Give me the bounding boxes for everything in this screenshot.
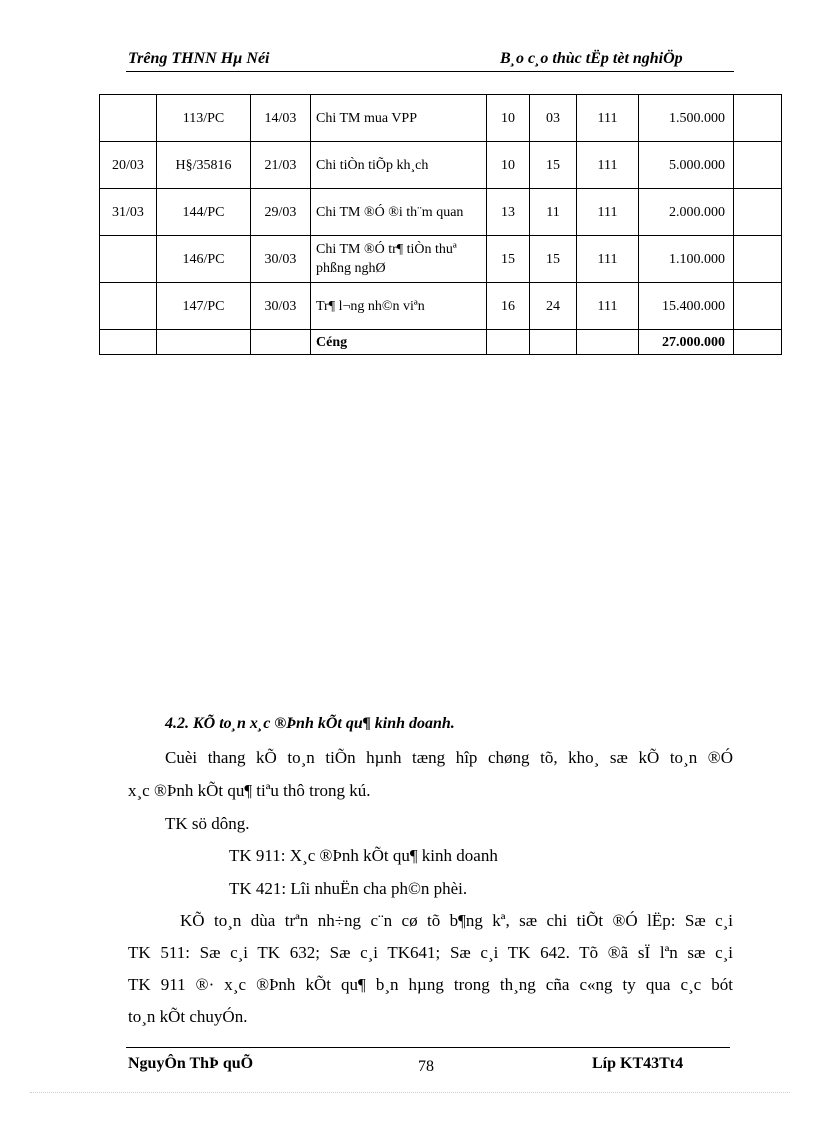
paragraph-line: Cuèi thang kÕ to¸n tiÕn hµnh tæng hîp chøng tõ, kho¸ sæ kÕ to¸n ®Ó bbox=[165, 748, 733, 767]
cell-amount: 1.500.000 bbox=[639, 95, 734, 142]
cell-doc-date: 14/03 bbox=[251, 95, 311, 142]
account-tk911: TK 911: X¸c ®Þnh kÕt qu¶ kinh doanh bbox=[229, 846, 498, 865]
cell-c1: 16 bbox=[487, 283, 530, 330]
cell-acct: 111 bbox=[577, 95, 639, 142]
cell-doc: H§/35816 bbox=[157, 142, 251, 189]
cell-amount: 2.000.000 bbox=[639, 189, 734, 236]
cell-last bbox=[734, 95, 782, 142]
paragraph-line: TK 911 ®· x¸c ®Þnh kÕt qu¶ b¸n hµng trong th¸ng cña c«ng ty qua c¸c bót bbox=[128, 975, 733, 994]
cell-c2: 24 bbox=[530, 283, 577, 330]
paragraph-line: x¸c ®Þnh kÕt qu¶ tiªu thô trong kú. bbox=[128, 781, 371, 800]
table-row bbox=[100, 189, 782, 236]
footer-author: NguyÔn ThÞ quÕ bbox=[128, 1055, 254, 1072]
cell-acct: 111 bbox=[577, 142, 639, 189]
cell-doc-date: 29/03 bbox=[251, 189, 311, 236]
cell-desc: Tr¶ l¬ng nh©n viªn bbox=[311, 283, 487, 330]
cell-empty bbox=[487, 330, 530, 355]
cell-empty bbox=[577, 330, 639, 355]
cell-acct: 111 bbox=[577, 283, 639, 330]
cell-amount: 1.100.000 bbox=[639, 236, 734, 283]
cell-acct: 111 bbox=[577, 236, 639, 283]
table-row bbox=[100, 236, 782, 283]
table-row bbox=[100, 142, 782, 189]
cell-empty bbox=[251, 330, 311, 355]
paragraph-line: to¸n kÕt chuyÓn. bbox=[128, 1007, 248, 1026]
table-row bbox=[100, 283, 782, 330]
ledger-table bbox=[99, 94, 782, 355]
cell-doc: 113/PC bbox=[157, 95, 251, 142]
cell-empty bbox=[100, 330, 157, 355]
cell-c1: 15 bbox=[487, 236, 530, 283]
cell-doc-date: 30/03 bbox=[251, 236, 311, 283]
cell-date bbox=[100, 236, 157, 283]
cell-amount: 5.000.000 bbox=[639, 142, 734, 189]
total-row bbox=[100, 330, 782, 355]
cell-empty bbox=[530, 330, 577, 355]
cell-desc: Chi TM ®Ó ®i th¨m quan bbox=[311, 189, 487, 236]
cell-c1: 10 bbox=[487, 95, 530, 142]
cell-last bbox=[734, 189, 782, 236]
header-rule bbox=[126, 71, 734, 72]
cell-c2: 15 bbox=[530, 142, 577, 189]
cell-last bbox=[734, 283, 782, 330]
footer-rule bbox=[126, 1047, 730, 1048]
header-school: Trêng THNN Hµ Néi bbox=[128, 50, 270, 67]
cell-c1: 13 bbox=[487, 189, 530, 236]
total-label: Céng bbox=[311, 330, 487, 355]
total-amount: 27.000.000 bbox=[639, 330, 734, 355]
cell-doc-date: 30/03 bbox=[251, 283, 311, 330]
cell-last bbox=[734, 142, 782, 189]
cell-date bbox=[100, 283, 157, 330]
cell-date: 20/03 bbox=[100, 142, 157, 189]
paragraph-line: KÕ to¸n dùa trªn nh÷ng c¨n cø tõ b¶ng kª, sæ chi tiÕt ®Ó lËp: Sæ c¸i bbox=[180, 911, 733, 930]
cell-doc: 146/PC bbox=[157, 236, 251, 283]
cell-doc: 144/PC bbox=[157, 189, 251, 236]
section-heading: 4.2. KÕ to¸n x¸c ®Þnh kÕt qu¶ kinh doanh. bbox=[165, 715, 455, 732]
page-bottom-border bbox=[30, 1092, 790, 1093]
cell-amount: 15.400.000 bbox=[639, 283, 734, 330]
cell-c2: 15 bbox=[530, 236, 577, 283]
cell-c1: 10 bbox=[487, 142, 530, 189]
cell-c2: 03 bbox=[530, 95, 577, 142]
cell-doc: 147/PC bbox=[157, 283, 251, 330]
cell-c2: 11 bbox=[530, 189, 577, 236]
footer-class: Líp KT43Tt4 bbox=[592, 1055, 684, 1072]
table-row bbox=[100, 95, 782, 142]
cell-desc: Chi TM mua VPP bbox=[311, 95, 487, 142]
account-tk421: TK 421: Lîi nhuËn cha ph©n phèi. bbox=[229, 879, 468, 898]
cell-doc-date: 21/03 bbox=[251, 142, 311, 189]
cell-empty bbox=[734, 330, 782, 355]
cell-last bbox=[734, 236, 782, 283]
cell-desc: Chi tiÒn tiÕp kh¸ch bbox=[311, 142, 487, 189]
page-number: 78 bbox=[418, 1058, 434, 1075]
paragraph-line: TK sö dông. bbox=[165, 814, 250, 833]
cell-date: 31/03 bbox=[100, 189, 157, 236]
paragraph-line: TK 511: Sæ c¸i TK 632; Sæ c¸i TK641; Sæ c¸i TK 642. Tõ ®ã sÏ lªn sæ c¸i bbox=[128, 943, 733, 962]
cell-empty bbox=[157, 330, 251, 355]
cell-date bbox=[100, 95, 157, 142]
header-report-title: B¸o c¸o thùc tËp tèt nghiÖp bbox=[500, 50, 683, 67]
cell-acct: 111 bbox=[577, 189, 639, 236]
cell-desc: Chi TM ®Ó tr¶ tiÒn thuª phßng nghØ bbox=[311, 236, 487, 283]
